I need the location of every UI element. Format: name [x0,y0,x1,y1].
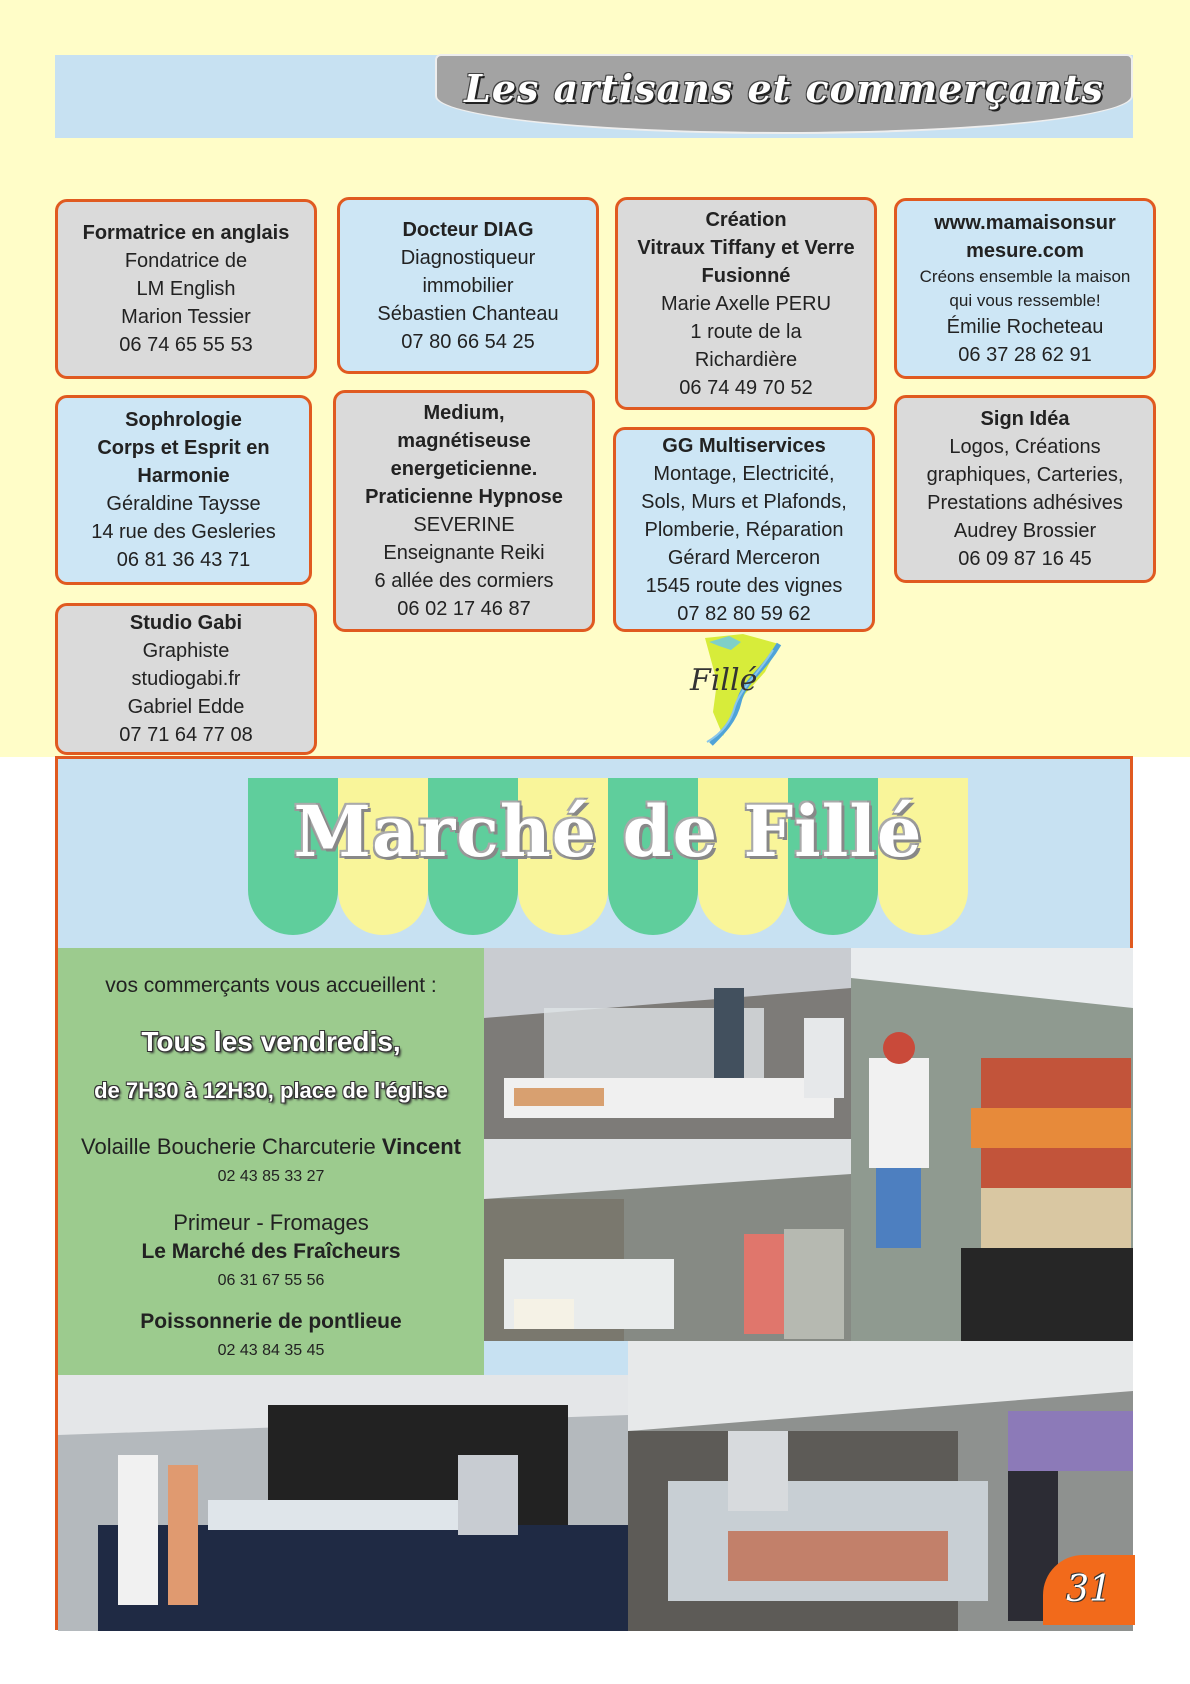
card-title: Formatrice en anglais [82,222,290,244]
card-line: Créons ensemble la maison [919,266,1131,286]
market-title: Marché de Fillé [293,790,923,873]
vendor-fish-name: Poissonnerie de pontlieue [140,1310,402,1333]
card-title: mesure.com [966,239,1084,262]
card-phone: 06 74 65 55 53 [119,334,253,356]
page-title: Les artisans et commerçants [464,66,1104,111]
card-line: 1545 route des vignes [645,574,843,597]
card-title: Fusionné [701,264,791,287]
market-intro: vos commerçants vous accueillent : [105,974,437,997]
vendor-butcher-name [58,1134,484,1160]
vendor-butcher-phone: 02 43 85 33 27 [217,1168,325,1185]
market-photo-vegetables [851,948,1133,1341]
card-title: Praticienne Hypnose [365,486,563,508]
vendor-primeur-name: Le Marché des Fraîcheurs [141,1240,401,1263]
market-day: Tous les vendredis, [141,1026,401,1057]
page-number: 31 [1043,1555,1135,1625]
card-line: Graphiste [142,640,230,662]
card-line: Plomberie, Réparation [644,518,844,541]
card-title: Harmonie [137,465,230,487]
card-line: Diagnostiqueur [400,246,536,269]
card-line: studiogabi.fr [131,668,241,690]
card-line: 6 allée des cormiers [374,570,554,592]
card-line: Sols, Murs et Plafonds, [641,490,847,513]
card-line: qui vous ressemble! [949,290,1101,310]
card-phone: 07 82 80 59 62 [677,602,811,625]
card-sign-idea [894,395,1156,583]
card-phone: 06 74 49 70 52 [679,376,813,399]
vendor-fish-phone: 02 43 84 35 45 [217,1342,325,1359]
card-line: 1 route de la [690,320,802,343]
card-line: Logos, Créations [949,436,1101,458]
card-line: Richardière [694,348,798,371]
card-line: immobilier [422,274,514,297]
card-title: magnétiseuse [397,430,531,452]
card-line: Géraldine Taysse [106,493,261,515]
vendor-primeur-label: Primeur - Fromages [173,1210,369,1235]
card-line: LM English [136,278,236,300]
card-creation-vitraux [615,197,877,410]
market-hours: de 7H30 à 12H30, place de l'église [94,1078,448,1103]
market-photo-fish-stall [58,1375,628,1631]
market-photo-cheese-stall [484,1139,851,1341]
market-photo-deli-counter [484,948,851,1139]
vendor-butcher-bold: Vincent [381,1134,461,1159]
card-line: Gérard Merceron [667,546,821,569]
card-line: Audrey Brossier [953,520,1097,542]
card-phone: 07 80 66 54 25 [401,330,535,353]
card-line: SEVERINE [413,514,515,536]
card-title: Vitraux Tiffany et Verre [637,236,855,259]
card-docteur-diag [337,197,599,374]
card-line: Enseignante Reiki [383,542,545,564]
card-line: Émilie Rocheteau [946,315,1104,338]
card-line: graphiques, Carteries, [926,464,1124,486]
card-line: Gabriel Edde [127,696,245,718]
card-line: Marie Axelle PERU [660,292,832,315]
card-mamaisonsurmesure [894,198,1156,379]
card-studio-gabi [55,603,317,755]
card-phone: 06 81 36 43 71 [116,549,251,571]
card-title: GG Multiservices [662,434,826,457]
vendor-butcher-label: Volaille Boucherie Charcuterie [81,1134,382,1159]
card-phone: 07 71 64 77 08 [119,724,253,746]
card-line: Montage, Electricité, [653,462,835,485]
card-sophrologie [55,395,312,585]
card-title: energeticienne. [390,458,538,480]
card-line: Fondatrice de [124,250,248,272]
card-medium [333,390,595,632]
card-line: Prestations adhésives [927,492,1123,514]
logo-text: Fillé [690,663,758,698]
card-title: Sign Idéa [980,408,1070,430]
vendor-primeur-phone: 06 31 67 55 56 [217,1272,325,1289]
card-title: Création [705,208,787,231]
card-title: Medium, [423,402,505,424]
card-title: Docteur DIAG [402,218,534,241]
card-line: Marion Tessier [121,306,251,328]
card-title: www.mamaisonsur [934,211,1116,234]
card-formatrice-anglais [55,199,317,379]
market-info-box [58,948,484,1375]
card-title: Sophrologie [125,409,242,431]
card-line: 14 rue des Gesleries [91,521,276,543]
card-phone: 06 09 87 16 45 [958,548,1092,570]
card-line: Sébastien Chanteau [377,302,559,325]
card-gg-multiservices [613,427,875,632]
card-title: Corps et Esprit en [97,437,270,459]
card-phone: 06 02 17 46 87 [397,598,531,620]
card-phone: 06 37 28 62 91 [958,343,1092,366]
card-title: Studio Gabi [129,612,243,634]
